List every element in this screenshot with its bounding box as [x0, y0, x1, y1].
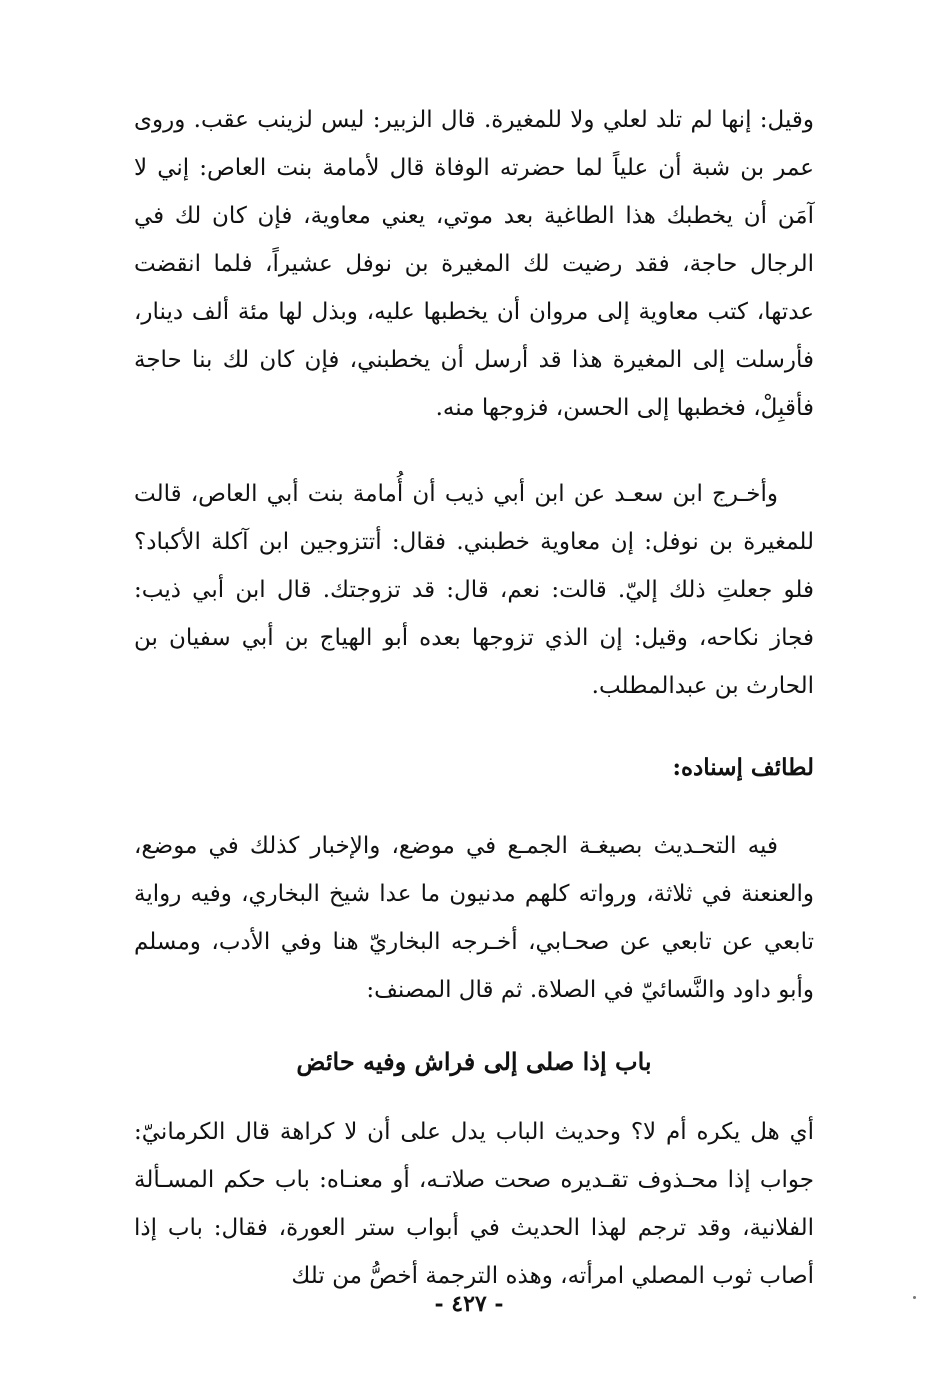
chapter-title: باب إذا صلى إلى فراش وفيه حائض: [296, 1047, 652, 1076]
spacer: [134, 792, 814, 822]
page-body: [134, 96, 814, 1300]
page-number: - ٤٢٧ -: [434, 1291, 504, 1317]
spacer: [134, 710, 814, 744]
paragraph-4: أي هل يكره أم لا؟ وحديث الباب يدل على أن لا كراهة قال الكرمانيّ: جواب إذا محـذوف تقـديره صحت صلاتـه، أو معنـاه: باب حكم المسـألة الفلانية، وقد ترجم لهذا الحديث في أبواب ستر العورة، فقال: باب إذا أصاب ثوب المصلي امرأته، وهذه الترجمة أخصُّ من تلك: [134, 1119, 814, 1289]
section-subheading: لطائف إسناده:: [672, 754, 814, 781]
scan-speck-mark: [913, 1296, 916, 1299]
spacer: [134, 1014, 814, 1038]
spacer: [134, 432, 814, 470]
paragraph-3: فيه التحـديث بصيغـة الجمـع في موضع، والإخبار كذلك في موضع، والعنعنة في ثلاثة، ورواته كلهم مدنيون ما عدا شيخ البخاري، وفيه رواية تابعي عن تابعي عن صحـابي، أخـرجه البخاريّ هنا وفي الأدب، ومسلم وأبو داود والنَّسائيّ في الصلاة. ثم قال المصنف:: [134, 833, 814, 1003]
paragraph-2: وأخـرج ابن سعـد عن ابن أبي ذيب أن أُمامة بنت أبي العاص، قالت للمغيرة بن نوفل: إن معاوية خطبني. فقال: أتتزوجين ابن آكلة الأكباد؟ فلو جعلتِ ذلك إليّ. قالت: نعم، قال: قد تزوجتك. قال ابن أبي ذيب: فجاز نكاحه، وقيل: إن الذي تزوجها بعده أبو الهياج بن أبي سفيان بن الحارث بن عبدالمطلب.: [134, 481, 814, 699]
paragraph-1: وقيل: إنها لم تلد لعلي ولا للمغيرة. قال الزبير: ليس لزينب عقب. وروى عمر بن شبة أن علياً لما حضرته الوفاة قال لأمامة بنت العاص: إني لا آمَن أن يخطبك هذا الطاغية بعد موتي، يعني معاوية، فإن كان لك في الرجال حاجة، فقد رضيت لك المغيرة بن نوفل عشيراً، فلما انقضت عدتها، كتب معاوية إلى مروان أن يخطبها عليه، وبذل لها مئة ألف دينار، فأرسلت إلى المغيرة هذا قد أرسل أن يخطبني، فإن كان لك بنا حاجة فأقبِلْ، فخطبها إلى الحسن، فزوجها منه.: [134, 107, 814, 421]
spacer: [134, 1086, 814, 1108]
